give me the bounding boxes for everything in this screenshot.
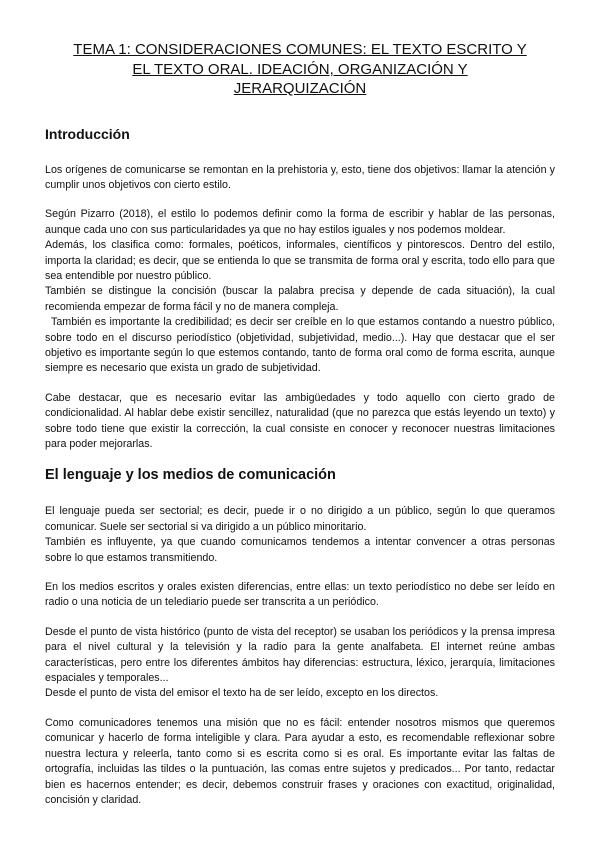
- paragraph: Según Pizarro (2018), el estilo lo podemos definir como la forma de escribir y hablar de las personas, aunque cada uno con sus particularidades ya que no hay estilos iguales y nos podemos moldear.: [45, 208, 555, 236]
- title-line-3: JERARQUIZACIÓN: [233, 80, 367, 97]
- title-line-2: EL TEXTO ORAL. IDEACIÓN, ORGANIZACIÓN Y: [132, 60, 468, 78]
- paragraph: También se distingue la concisión (buscar la palabra precisa y depende de cada situación), la cual recomienda empezar de forma fácil y no de manera compleja.: [45, 285, 555, 313]
- paragraph: Desde el punto de vista histórico (punto de vista del receptor) se usaban los periódicos y la prensa impresa para el nivel cultural y la televisión y la radio para la gente analfabeta. El internet reúne ambas características, pero entre los diferentes ámbitos hay diferencias: estructura, léxico, jerarquía, limitaciones espaciales y temporales...: [45, 625, 555, 685]
- section-heading-lenguaje: El lenguaje y los medios de comunicación: [45, 467, 336, 484]
- paragraph: Además, los clasifica como: formales, poéticos, informales, científicos y pintorescos. Dentro del estilo, importa la claridad; es decir, que se entienda lo que se transmita de forma oral y escrita, todo ello para que sea entendible por nuestro público.: [45, 239, 555, 282]
- paragraph: También es importante la credibilidad; es decir ser creíble en lo que estamos contando a nuestro público, sobre todo en el discurso periodístico (objetividad, subjetividad, medio...). Hay que destacar que el ser objetivo es importante según lo que estemos contando, tanto de forma oral como de forma escrita, aunque siempre es necesario que exista un grado de subjetividad.: [45, 316, 555, 375]
- paragraph: En los medios escritos y orales existen diferencias, entre ellas: un texto periodístico no debe ser leído en radio o una noticia de un telediario puede ser transcrita a un periódico.: [45, 581, 555, 609]
- paragraph: Desde el punto de vista del emisor el texto ha de ser leído, excepto en los directos.: [45, 687, 439, 700]
- paragraph: Los orígenes de comunicarse se remontan en la prehistoria y, esto, tiene dos objetivos: llamar la atención y cumplir unos objetivos con cierto estilo.: [45, 163, 555, 191]
- paragraph: También es influyente, ya que cuando comunicamos tendemos a intentar convencer a otras personas sobre lo que estamos transmitiendo.: [45, 536, 555, 564]
- section-heading-introduccion: Introducción: [45, 125, 130, 142]
- paragraph: El lenguaje pueda ser sectorial; es decir, puede ir o no dirigido a un público, según lo que queramos comunicar. Suele ser sectorial si va dirigido a un público minoritario.: [45, 505, 555, 533]
- paragraph: Como comunicadores tenemos una misión que no es fácil: entender nosotros mismos que queremos comunicar y hacerlo de forma inteligible y clara. Para ayudar a esto, es recomendable reflexionar sobre nuestra lectura y releerla, tanto como si es escrita como si es oral. Es importante evitar las faltas de ortografía, incluidas las tildes o la puntuación, las comas entre sujetos y predicados... Por tanto, redactar bien es hacernos entender; es decir, debemos construir frases y oraciones con exactitud, originalidad, concisión y claridad.: [45, 716, 555, 806]
- page-title: [45, 40, 555, 99]
- paragraph: Cabe destacar, que es necesario evitar las ambigüedades y todo aquello con cierto grado de condicionalidad. Al hablar debe existir sencillez, naturalidad (que no parezca que estás leyendo un texto) y sobre todo tiene que existir la corrección, la cual consiste en conocer y reconocer nuestras limitaciones para poder mejorarlas.: [45, 391, 555, 450]
- title-line-1: TEMA 1: CONSIDERACIONES COMUNES: EL TEXTO ESCRITO Y: [73, 41, 527, 58]
